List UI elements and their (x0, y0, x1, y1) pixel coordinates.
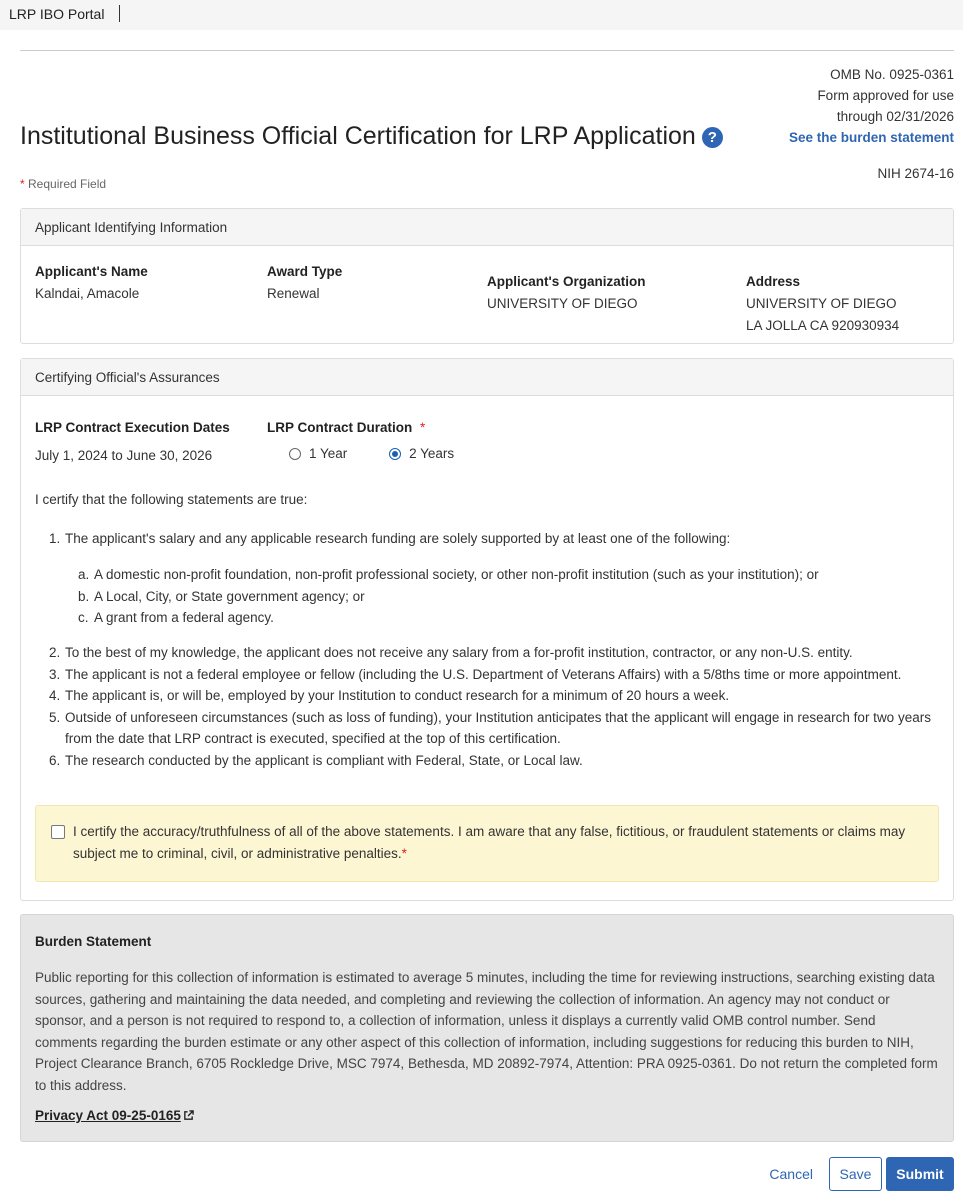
form-actions (769, 1157, 954, 1191)
form-id: NIH 2674-16 (877, 166, 954, 181)
privacy-act-link[interactable] (35, 1108, 194, 1123)
save-button[interactable]: Save (829, 1157, 882, 1191)
contract-duration-radios (289, 446, 492, 463)
certify-statement (73, 821, 918, 865)
organization-value: UNIVERSITY OF DIEGO (487, 296, 638, 311)
certify-checkbox[interactable] (51, 825, 65, 839)
required-star-icon: * (401, 846, 407, 861)
statement-list-cont (49, 642, 933, 771)
statement-intro: I certify that the following statements are true: (35, 492, 308, 507)
duration-option-label: 1 Year (309, 446, 348, 461)
list-item: c. A grant from a federal agency. (78, 610, 274, 625)
address (746, 271, 899, 337)
address-label: Address (746, 274, 801, 289)
applicant-panel-heading: Applicant Identifying Information (21, 209, 953, 246)
contract-duration-label: LRP Contract Duration (267, 420, 413, 435)
header-divider (20, 50, 954, 51)
duration-option-2-years[interactable] (389, 446, 454, 461)
award-type (267, 261, 342, 305)
applicant-name-value: Kalndai, Amacole (35, 286, 140, 301)
required-note (20, 177, 106, 191)
contract-duration-label-wrap (267, 417, 425, 439)
address-line-2: LA JOLLA CA 920930934 (746, 318, 900, 333)
burden-title: Burden Statement (35, 934, 152, 949)
omb-approved: Form approved for use (817, 88, 954, 103)
award-type-value: Renewal (267, 286, 320, 301)
list-item: 2. To the best of my knowledge, the applicant does not receive any salary from a for-profit institution, contractor, or any non-U.S. entity. (49, 645, 853, 660)
list-item: 3. The applicant is not a federal employee or fellow (including the U.S. Department of Veterans Affairs) with a 5/8ths time or more appointment. (49, 666, 902, 682)
applicant-panel (20, 208, 954, 344)
privacy-act-label: Privacy Act 09-25-0165 (35, 1108, 181, 1123)
list-item: 5. Outside of unforeseen circumstances (such as loss of funding), your Institution anticipates that the applicant will engage in research for two years from the date that LRP contract is executed, specified at the top of this certification. (49, 709, 931, 746)
page-title-wrap (20, 122, 723, 151)
applicant-name (35, 261, 148, 305)
external-link-icon (183, 1110, 194, 1121)
required-star-icon: * (420, 420, 426, 435)
help-icon[interactable]: ? (702, 127, 723, 148)
list-item: 6. The research conducted by the applicant is compliant with Federal, State, or Local law. (49, 752, 583, 768)
required-star-icon: * (20, 177, 25, 191)
brand-divider (119, 5, 120, 22)
contract-dates-value: July 1, 2024 to June 30, 2026 (35, 448, 213, 463)
list-item: b. A Local, City, or State government agency; or (78, 588, 365, 604)
submit-button[interactable]: Submit (886, 1157, 954, 1191)
assurances-panel-heading: Certifying Official's Assurances (21, 359, 953, 396)
omb-through: through 02/31/2026 (836, 109, 954, 124)
page-title: Institutional Business Official Certification for LRP Application (20, 122, 696, 150)
portal-brand[interactable]: LRP IBO Portal (9, 6, 105, 22)
address-line-1: UNIVERSITY OF DIEGO (746, 296, 897, 311)
list-item: 4. The applicant is, or will be, employed by your Institution to conduct research for a minimum of 20 hours a week. (49, 688, 730, 703)
list-item: 1. The applicant's salary and any applicable research funding are solely supported by at least one of the following: (49, 531, 731, 546)
top-bar (0, 0, 963, 30)
radio-selected-icon[interactable] (389, 448, 401, 460)
radio-icon[interactable] (289, 448, 301, 460)
sub-list (78, 564, 943, 629)
duration-option-1-year[interactable] (289, 446, 347, 461)
burden-text: Public reporting for this collection of information is estimated to average 5 minutes, including the time for reviewing instructions, searching existing data sources, gathering and maintaining the data needed, and completing and reviewing the collection of information. An agency may not conduct or sponsor, and a person is not required to respond to, a collection of information, unless it displays a currently valid OMB control number. Send comments regarding the burden estimate or any other aspect of this collection of information, including suggestions for reducing this burden to NIH, Project Clearance Branch, 6705 Rockledge Drive, MSC 7974, Bethesda, MD 20892-7974, Attention: PRA 0925-0361. Do not return the completed form to this address. (35, 970, 938, 1093)
contract-dates (35, 417, 230, 467)
burden-statement-link[interactable]: See the burden statement (788, 130, 954, 145)
assurances-panel (20, 358, 954, 901)
award-type-label: Award Type (267, 264, 343, 279)
omb-info (789, 64, 954, 184)
cancel-button[interactable]: Cancel (769, 1166, 813, 1182)
certify-text: I certify the accuracy/truthfulness of all of the above statements. I am aware that any false, fictitious, or fraudulent statements or claims may subject me to criminal, civil, or administrative penalties. (73, 824, 906, 861)
burden-statement-panel (20, 914, 954, 1142)
list-item: a. A domestic non-profit foundation, non-profit professional society, or other non-profit institution (such as your institution); or (78, 567, 819, 582)
contract-dates-label: LRP Contract Execution Dates (35, 420, 230, 435)
statement-list (49, 528, 933, 550)
applicant-organization (487, 271, 645, 315)
required-note-text: Required Field (28, 177, 107, 191)
omb-number: OMB No. 0925-0361 (830, 67, 954, 82)
organization-label: Applicant's Organization (487, 274, 646, 289)
applicant-name-label: Applicant's Name (35, 264, 148, 279)
duration-option-label: 2 Years (409, 446, 455, 461)
certification-box (35, 805, 939, 882)
